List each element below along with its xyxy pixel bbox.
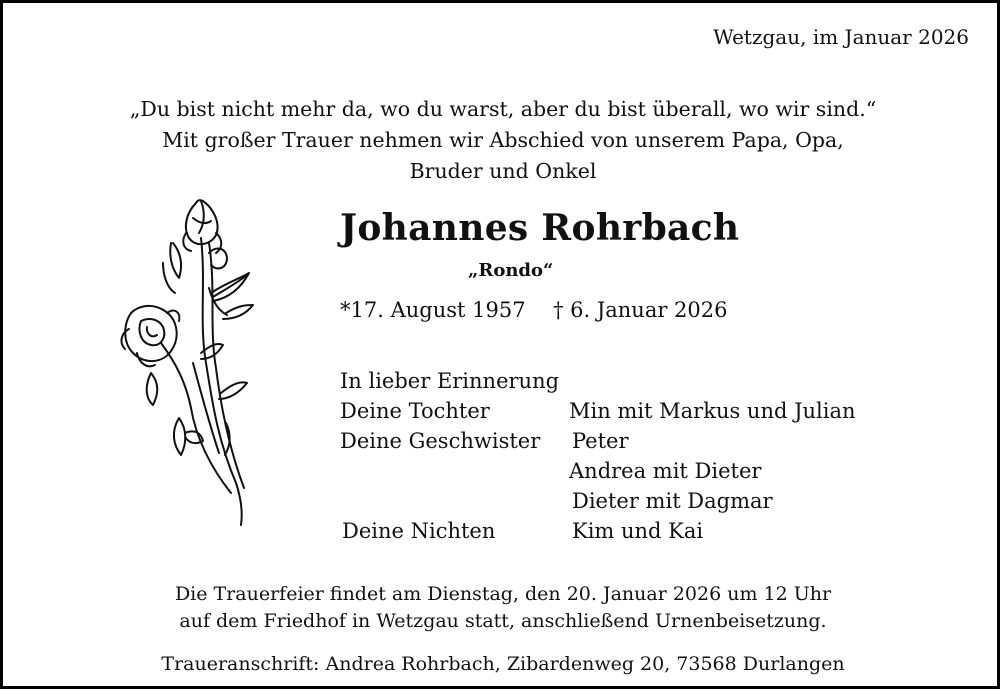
relation-names: Andrea mit Dieter xyxy=(569,459,762,483)
relation-names: Peter xyxy=(572,429,629,453)
relation-label: Deine Geschwister xyxy=(340,429,541,453)
intro-line-3: Bruder und Onkel xyxy=(409,159,597,183)
relation-names: Kim und Kai xyxy=(572,519,704,543)
relation-names: Dieter mit Dagmar xyxy=(572,489,773,513)
intro-quote: „Du bist nicht mehr da, wo du warst, aber du bist überall, wo wir sind.“ xyxy=(129,97,877,121)
life-dates xyxy=(340,298,728,322)
death-date: † 6. Januar 2026 xyxy=(552,298,728,322)
relation-names: Min mit Markus und Julian xyxy=(569,399,856,423)
mourning-address: Traueranschrift: Andrea Rohrbach, Zibardenweg 20, 73568 Durlangen xyxy=(161,653,845,675)
place-date: Wetzgau, im Januar 2026 xyxy=(713,25,969,49)
ceremony-line-2: auf dem Friedhof in Wetzgau statt, anschließend Urnenbeisetzung. xyxy=(179,610,827,632)
rose-drawing-icon xyxy=(101,193,261,533)
relation-label: Deine Tochter xyxy=(340,399,490,423)
memorial-heading: In lieber Erinnerung xyxy=(340,369,560,393)
birth-date: *17. August 1957 xyxy=(340,298,526,322)
deceased-nickname: „Rondo“ xyxy=(468,260,554,281)
ceremony-line-1: Die Trauerfeier findet am Dienstag, den 20. Januar 2026 um 12 Uhr xyxy=(174,583,832,605)
relation-label: Deine Nichten xyxy=(342,519,496,543)
intro-line-2: Mit großer Trauer nehmen wir Abschied von unserem Papa, Opa, xyxy=(162,128,844,152)
deceased-name: Johannes Rohrbach xyxy=(340,207,740,249)
